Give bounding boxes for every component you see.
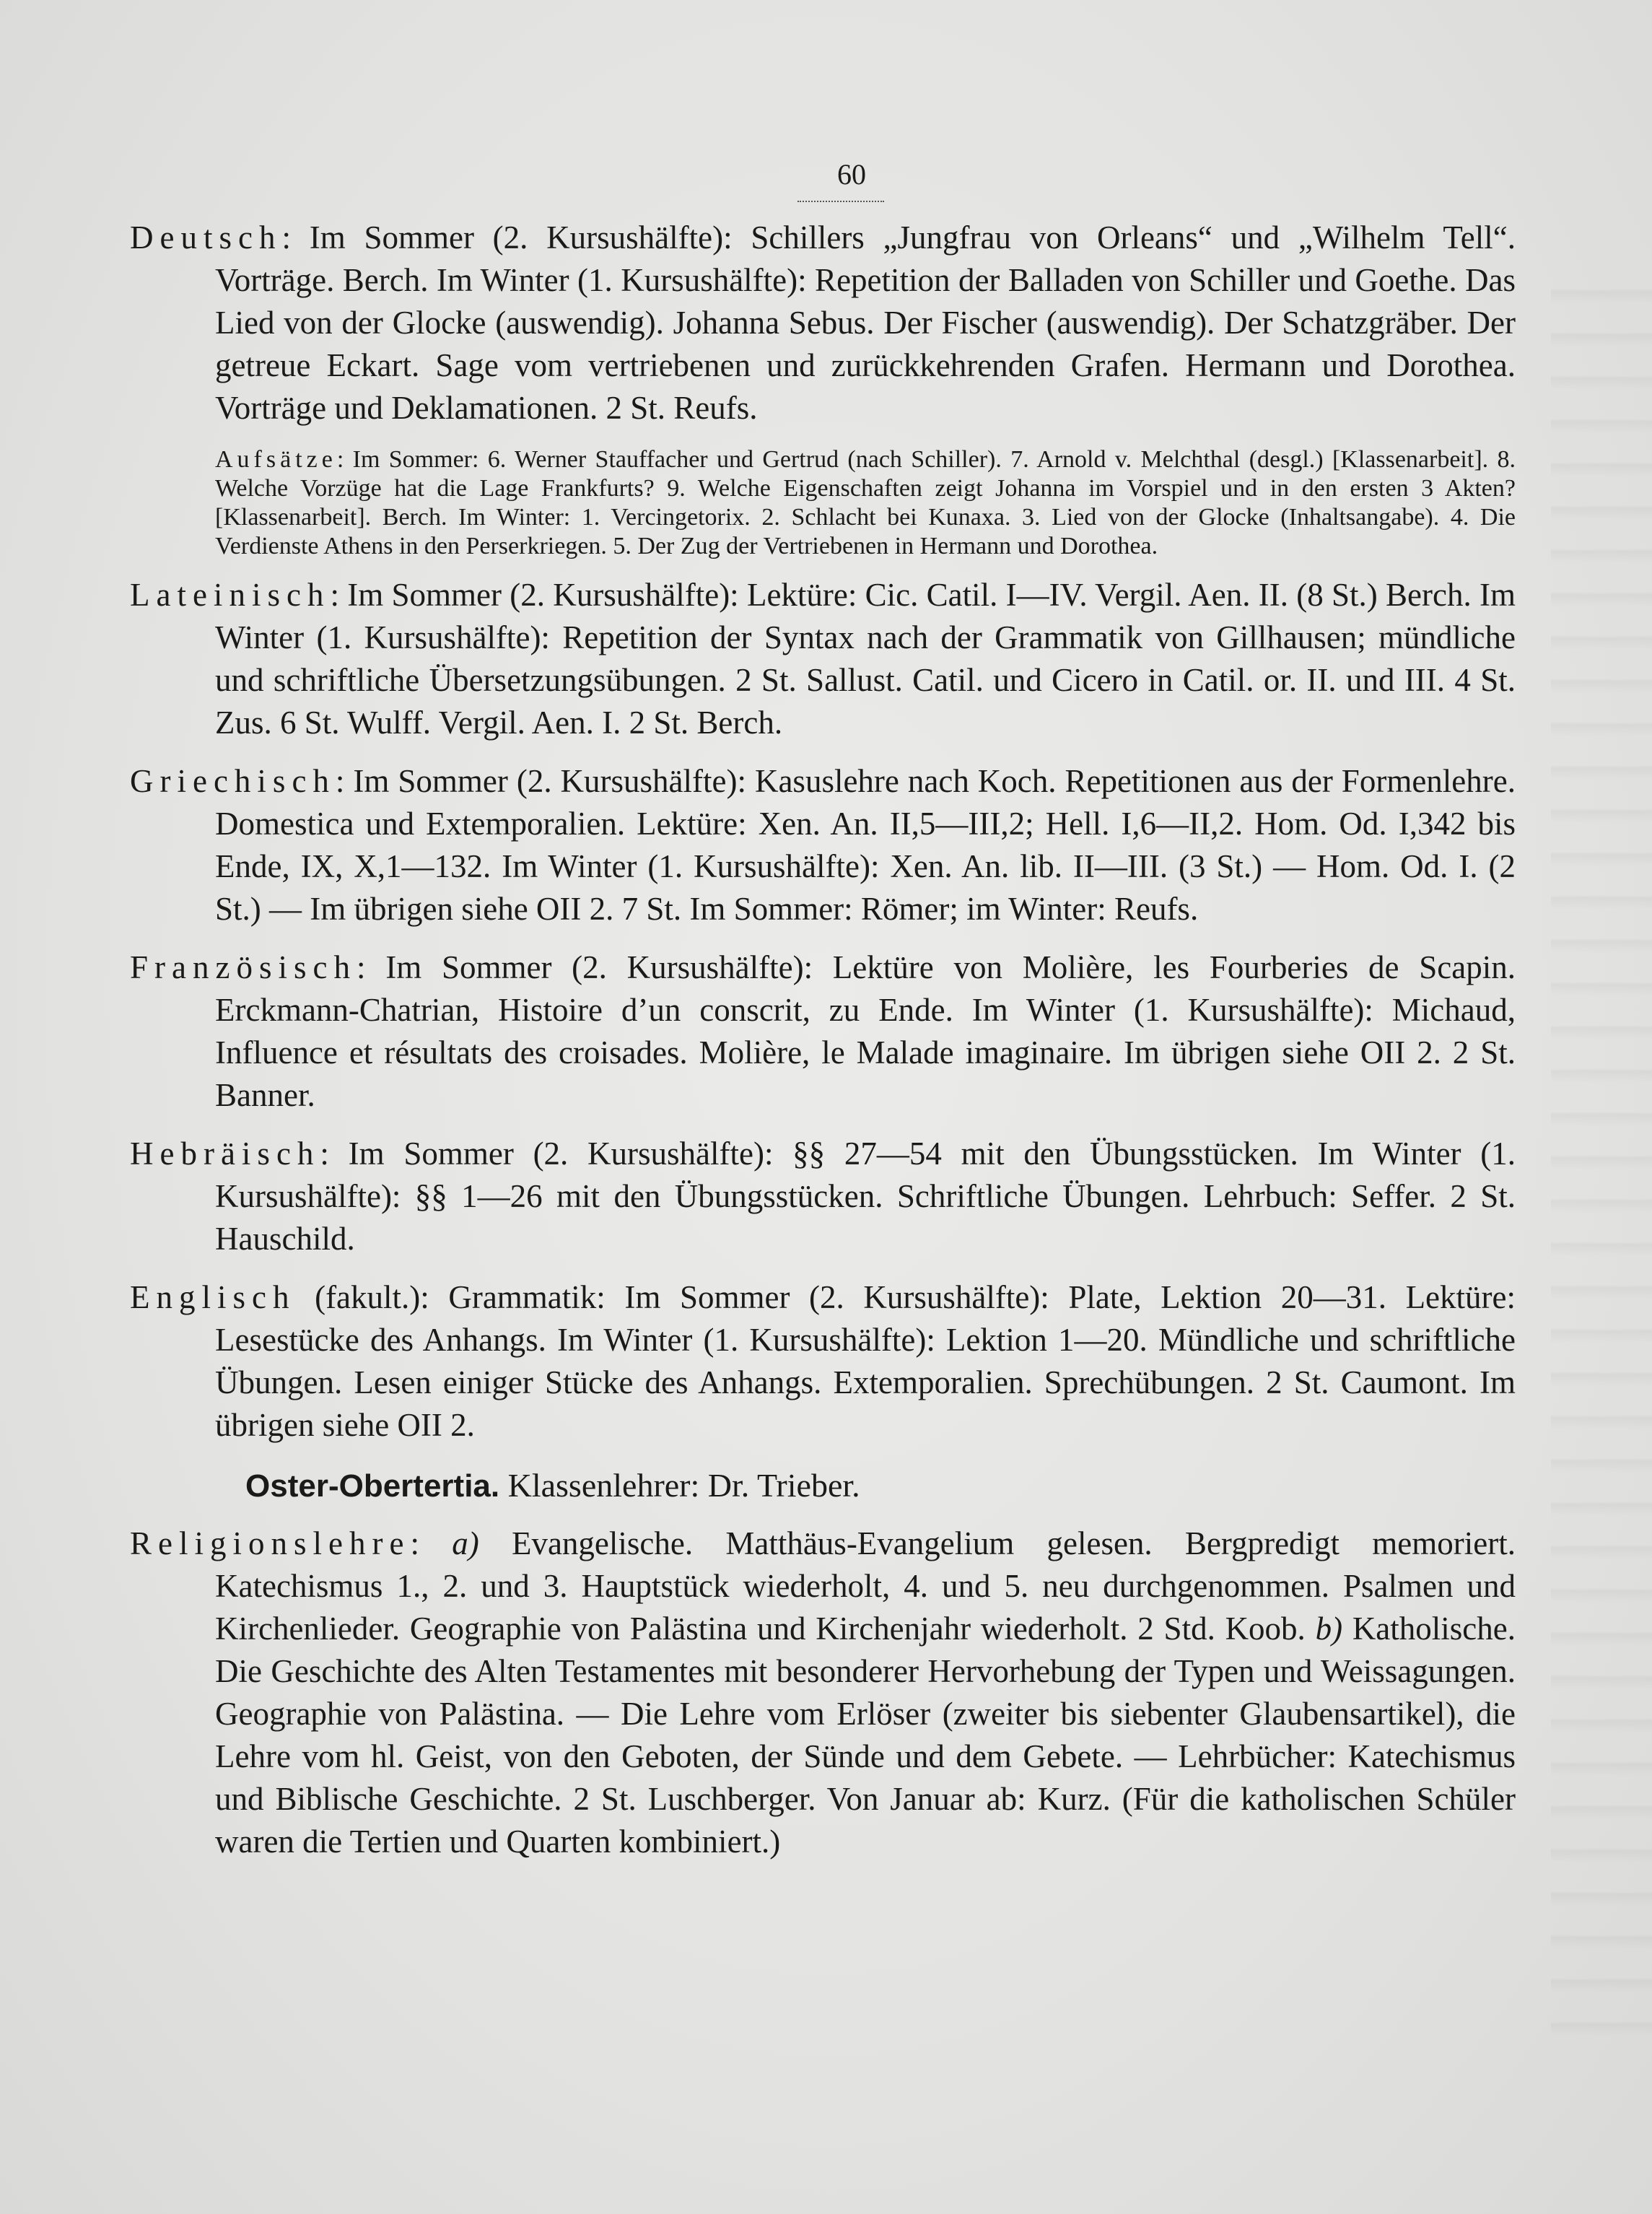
section-text: Im Sommer (2. Kursushälfte): Kasuslehre nach Koch. Repetitionen aus der Formenlehre. Domestica und Extemporalien. Lektüre: Xen. An. II,5—III,2; Hell. I,6—II,2. Hom. Od. I,342 bis Ende, IX, X,1—132. Im Winter (1. Kursushälfte): Xen. An. lib. II—III. (3 St.) — Hom. Od. I. (2 St.) — Im übrigen siehe OII 2. 7 St. Im Sommer: Römer; im Winter: Reufs.	[215, 763, 1516, 927]
section-text: Im Sommer: 6. Werner Stauffacher und Gertrud (nach Schiller). 7. Arnold v. Melchthal (desgl.) [Klassenarbeit]. 8. Welche Vorzüge hat die Lage Frankfurts? 9. Welche Eigenschaften zeigt Johanna im Vorspiel und in den ersten 3 Akten? [Klassenarbeit]. Berch. Im Winter: 1. Vercingetorix. 2. Schlacht bei Kunaxa. 3. Lied von der Glocke (Inhaltsangabe). 4. Die Verdienste Athens in den Perserkriegen. 5. Der Zug der Vertriebenen in Hermann und Dorothea.	[215, 446, 1516, 559]
page-number-rule	[797, 201, 884, 202]
subject-label: Griechisch	[130, 763, 336, 799]
section-text: Im Sommer (2. Kursushälfte): Lektüre: Cic. Catil. I—IV. Vergil. Aen. II. (8 St.) Berch. Im Winter (1. Kursushälfte): Repetition der Syntax nach der Grammatik von Gillhausen; mündliche und schriftliche Übersetzungsübungen. 2 St. Sallust. Catil. und Cicero in Catil. or. II. und III. 4 St. Zus. 6 St. Wulff. Vergil. Aen. I. 2 St. Berch.	[215, 577, 1516, 741]
subject-label: Lateinisch	[130, 577, 331, 613]
page-content	[130, 217, 1516, 1879]
part-a-marker: a)	[452, 1525, 479, 1561]
section-text: (fakult.): Grammatik: Im Sommer (2. Kursushälfte): Plate, Lektion 20—31. Lektüre: Lesestücke des Anhangs. Im Winter (1. Kursushälfte): Lektion 1—20. Mündliche und schriftliche Übungen. Lesen einiger Stücke des Anhangs. Extemporalien. Sprechübungen. 2 St. Caumont. Im übrigen siehe OII 2.	[215, 1279, 1516, 1443]
subject-label: Englisch	[130, 1279, 296, 1315]
section-text: Im Sommer (2. Kursushälfte): §§ 27—54 mit den Übungsstücken. Im Winter (1. Kursushälfte): §§ 1—26 mit den Übungsstücken. Schriftliche Übungen. Lehrbuch: Seffer. 2 St. Hauschild.	[215, 1136, 1516, 1257]
class-name: Oster-Obertertia.	[245, 1468, 500, 1504]
part-a-text: Evangelische. Matthäus-Evangelium gelesen. Bergpredigt memoriert. Katechismus 1., 2. und 3. Hauptstück wiederholt, 4. und 5. neu durchgenommen. Psalmen und Kirchenlieder. Geographie von Palästina und Kirchenjahr wiederholt. 2 Std. Koob.	[215, 1525, 1516, 1647]
subject-label: Hebräisch	[130, 1136, 320, 1172]
part-b-marker: b)	[1315, 1611, 1343, 1647]
section-hebraeisch: Hebräisch: Im Sommer (2. Kursushälfte): §§ 27—54 mit den Übungsstücken. Im Winter (1. Kursushälfte): §§ 1—26 mit den Übungsstücken. Schriftliche Übungen. Lehrbuch: Seffer. 2 St. Hauschild.	[130, 1136, 1516, 1257]
subject-label: Französisch	[130, 949, 357, 985]
section-deutsch: Deutsch: Im Sommer (2. Kursushälfte): Schillers „Jungfrau von Orleans“ und „Wilhelm Tell“. Vorträge. Berch. Im Winter (1. Kursushälfte): Repetition der Balladen von Schiller und Goethe. Das Lied von der Glocke (auswendig). Johanna Sebus. Der Fischer (auswendig). Der Schatzgräber. Der getreue Eckart. Sage vom vertriebenen und zurückkehrenden Grafen. Hermann und Dorothea. Vorträge und Deklamationen. 2 St. Reufs.	[130, 219, 1516, 426]
section-lateinisch: Lateinisch: Im Sommer (2. Kursushälfte): Lektüre: Cic. Catil. I—IV. Vergil. Aen. II. (8 St.) Berch. Im Winter (1. Kursushälfte): Repetition der Syntax nach der Grammatik von Gillhausen; mündliche und schriftliche Übersetzungsübungen. 2 St. Sallust. Catil. und Cicero in Catil. or. II. und III. 4 St. Zus. 6 St. Wulff. Vergil. Aen. I. 2 St. Berch.	[130, 577, 1516, 741]
subject-label: Religionslehre	[130, 1525, 411, 1561]
part-b-text: Katholische. Die Geschichte des Alten Testamentes mit besonderer Hervorhebung der Typen und Weissagungen. Geographie von Palästina. — Die Lehre vom Erlöser (zweiter bis siebenter Glaubensartikel), die Lehre vom hl. Geist, von den Geboten, der Sünde und dem Gebete. — Lehrbücher: Katechismus und Biblische Geschichte. 2 St. Luschberger. Von Januar ab: Kurz. (Für die katholischen Schüler waren die Tertien und Quarten kombiniert.)	[215, 1611, 1516, 1860]
section-aufsaetze: Aufsätze: Im Sommer: 6. Werner Stauffacher und Gertrud (nach Schiller). 7. Arnold v. Melchthal (desgl.) [Klassenarbeit]. 8. Welche Vorzüge hat die Lage Frankfurts? 9. Welche Eigenschaften zeigt Johanna im Vorspiel und in den ersten 3 Akten? [Klassenarbeit]. Berch. Im Winter: 1. Vercingetorix. 2. Schlacht bei Kunaxa. 3. Lied von der Glocke (Inhaltsangabe). 4. Die Verdienste Athens in den Perserkriegen. 5. Der Zug der Vertriebenen in Hermann und Dorothea.	[215, 446, 1516, 559]
subject-label: Deutsch	[130, 219, 282, 256]
bleed-through-shadow	[1551, 260, 1652, 2065]
section-englisch	[130, 1276, 1516, 1447]
class-heading	[130, 1463, 1516, 1509]
section-griechisch: Griechisch: Im Sommer (2. Kursushälfte): Kasuslehre nach Koch. Repetitionen aus der Formenlehre. Domestica und Extemporalien. Lektüre: Xen. An. II,5—III,2; Hell. I,6—II,2. Hom. Od. I,342 bis Ende, IX, X,1—132. Im Winter (1. Kursushälfte): Xen. An. lib. II—III. (3 St.) — Hom. Od. I. (2 St.) — Im übrigen siehe OII 2. 7 St. Im Sommer: Römer; im Winter: Reufs.	[130, 763, 1516, 927]
section-text: Im Sommer (2. Kursushälfte): Lektüre von Molière, les Fourberies de Scapin. Erckmann-Chatrian, Histoire d’un conscrit, zu Ende. Im Winter (1. Kursushälfte): Michaud, Influence et résultats des croisades. Molière, le Malade imaginaire. Im übrigen siehe OII 2. 2 St. Banner.	[215, 949, 1516, 1113]
section-franzoesisch: Französisch: Im Sommer (2. Kursushälfte): Lektüre von Molière, les Fourberies de Scapin. Erckmann-Chatrian, Histoire d’un conscrit, zu Ende. Im Winter (1. Kursushälfte): Michaud, Influence et résultats des croisades. Molière, le Malade imaginaire. Im übrigen siehe OII 2. 2 St. Banner.	[130, 949, 1516, 1113]
page-number: 60	[837, 158, 866, 191]
subject-label: Aufsätze	[215, 446, 337, 473]
section-text: Im Sommer (2. Kursushälfte): Schillers „Jungfrau von Orleans“ und „Wilhelm Tell“. Vorträge. Berch. Im Winter (1. Kursushälfte): Repetition der Balladen von Schiller und Goethe. Das Lied von der Glocke (auswendig). Johanna Sebus. Der Fischer (auswendig). Der Schatzgräber. Der getreue Eckart. Sage vom vertriebenen und zurückkehrenden Grafen. Hermann und Dorothea. Vorträge und Deklamationen. 2 St. Reufs.	[215, 219, 1516, 426]
class-teacher: Klassenlehrer: Dr. Trieber.	[507, 1467, 860, 1504]
section-religionslehre: Religionslehre: a) Evangelische. Matthäus-Evangelium gelesen. Bergpredigt memoriert. Katechismus 1., 2. und 3. Hauptstück wiederholt, 4. und 5. neu durchgenommen. Psalmen und Kirchenlieder. Geographie von Palästina und Kirchenjahr wiederholt. 2 Std. Koob. b) Katholische. Die Geschichte des Alten Testamentes mit besonderer Hervorhebung der Typen und Weissagungen. Geographie von Palästina. — Die Lehre vom Erlöser (zweiter bis siebenter Glaubensartikel), die Lehre vom hl. Geist, von den Geboten, der Sünde und dem Gebete. — Lehrbücher: Katechismus und Biblische Geschichte. 2 St. Luschberger. Von Januar ab: Kurz. (Für die katholischen Schüler waren die Tertien und Quarten kombiniert.)	[130, 1525, 1516, 1860]
